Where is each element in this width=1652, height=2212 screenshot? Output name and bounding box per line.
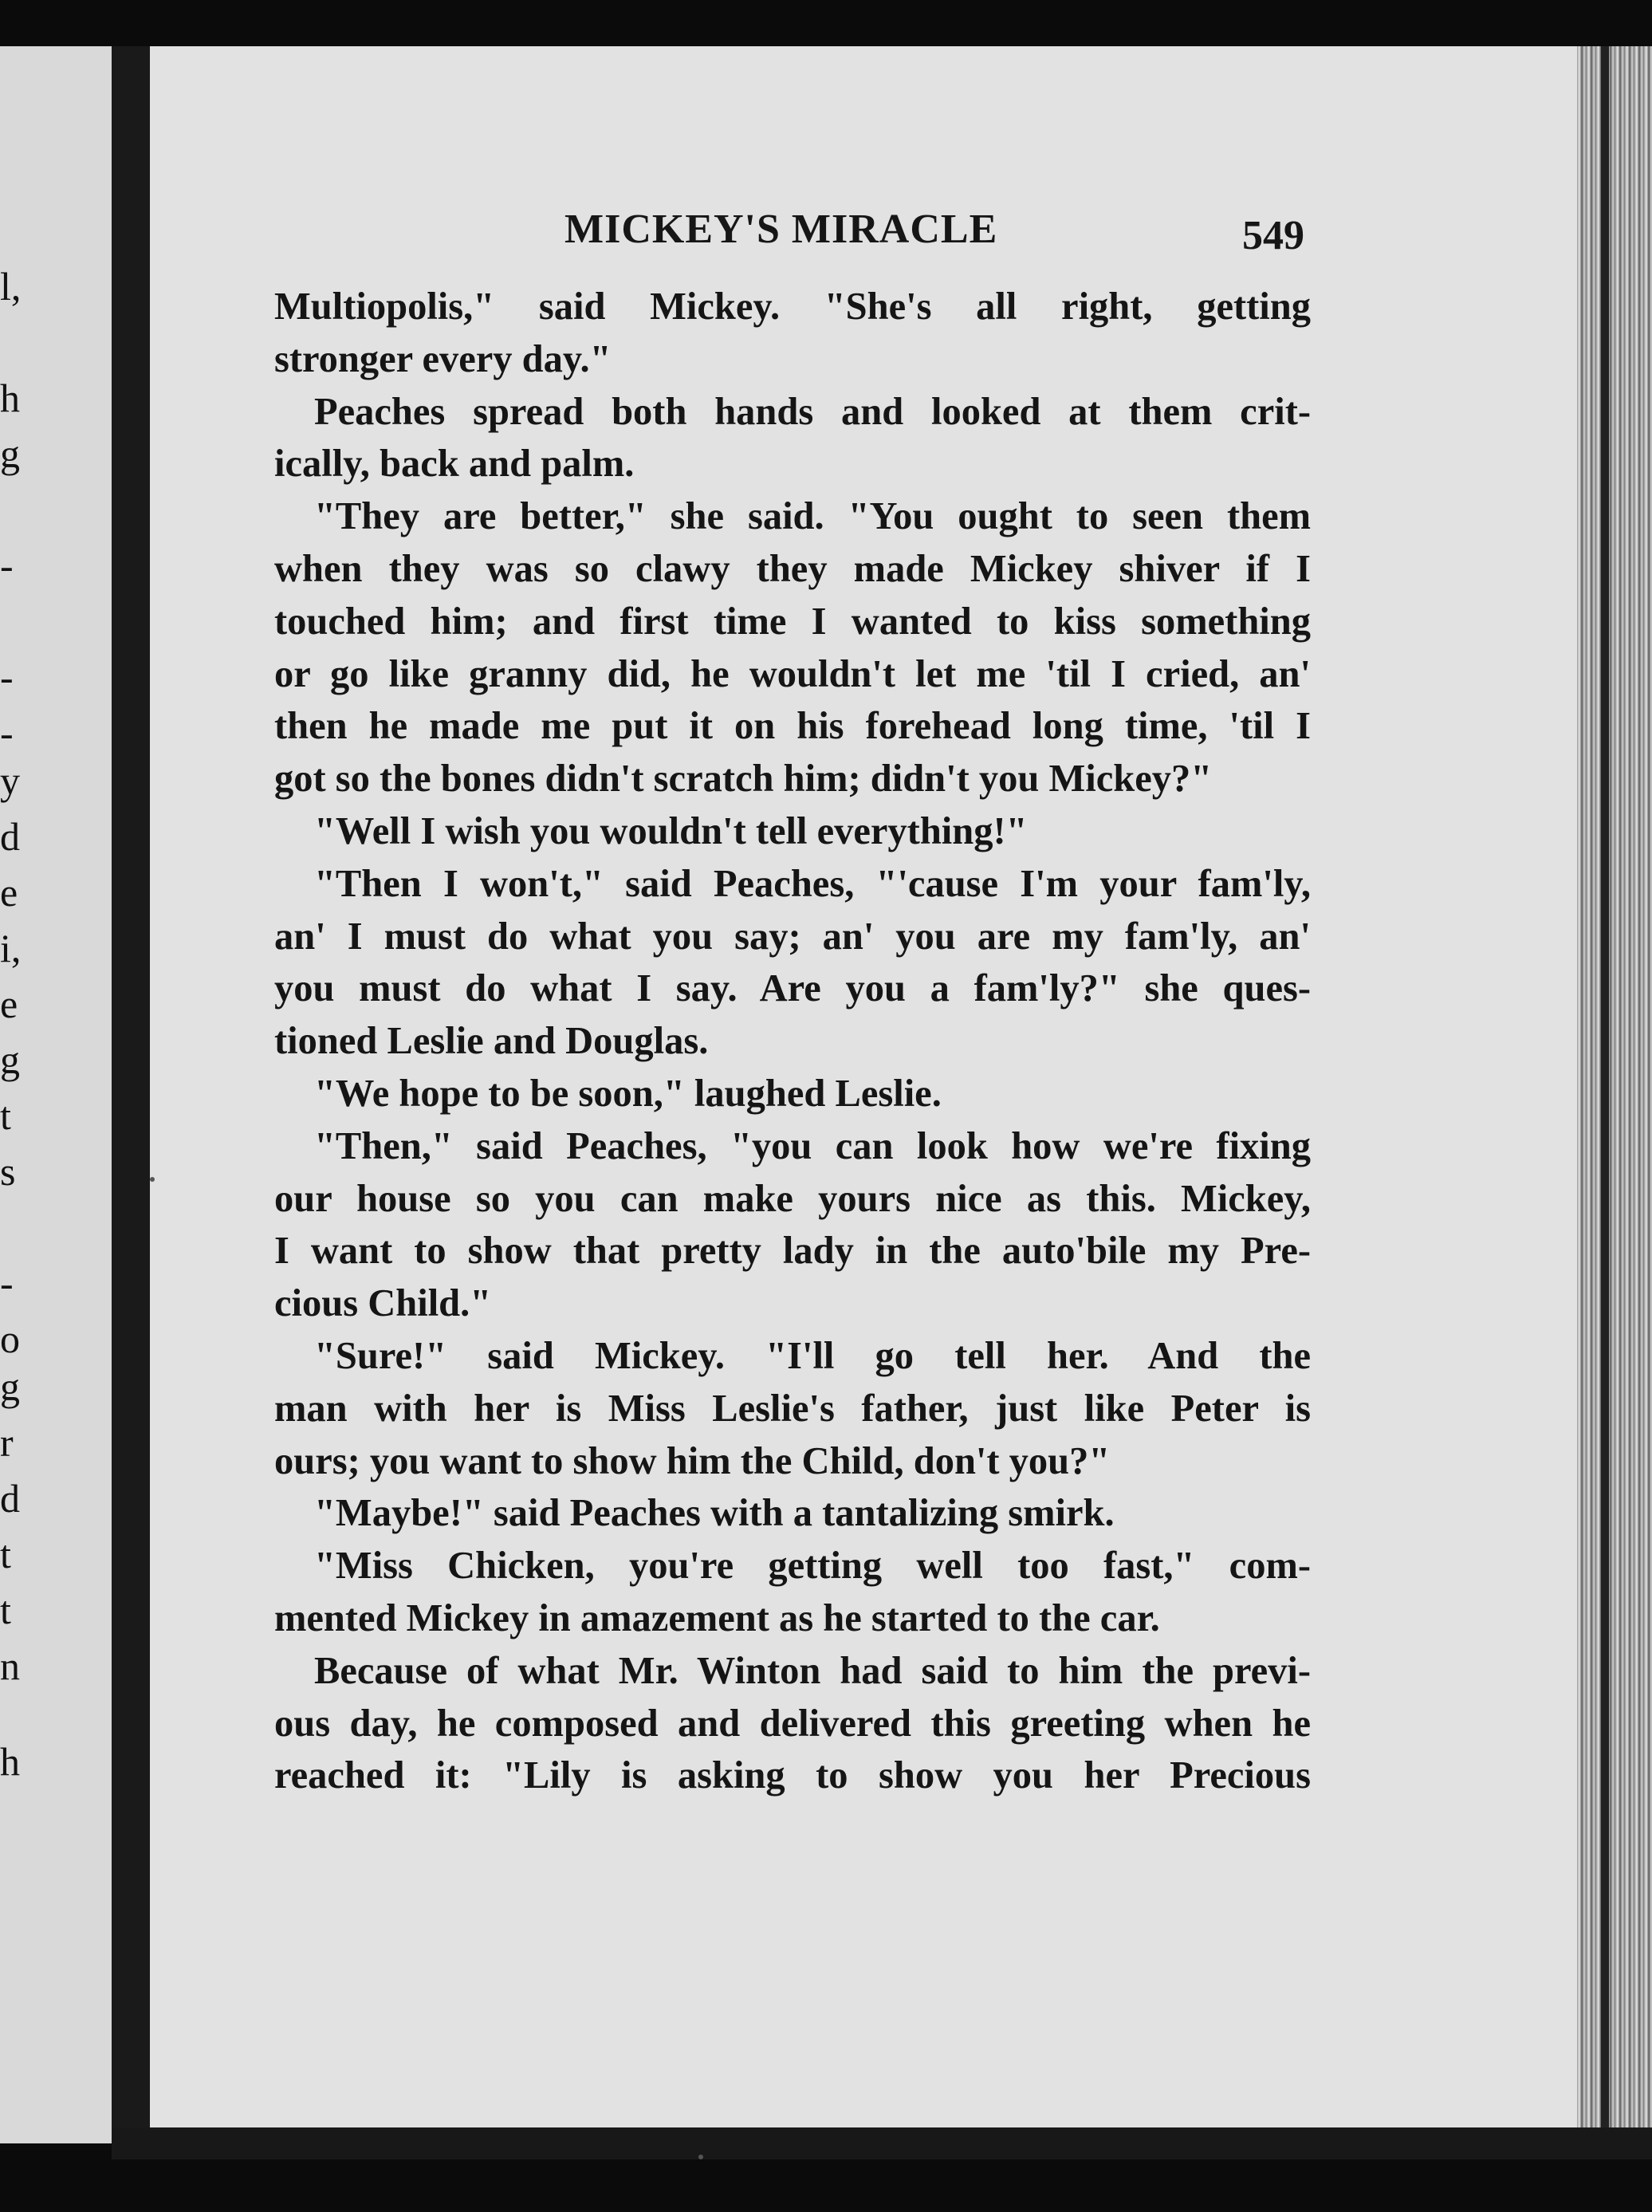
previous-page-letter: - xyxy=(0,655,14,699)
previous-page-letter: y xyxy=(0,758,20,803)
previous-page-letter: - xyxy=(0,710,14,755)
previous-page-letter: g xyxy=(0,431,20,476)
previous-page-letter: d xyxy=(0,814,20,859)
text-line: or go like granny did, he wouldn't let me 'til I cried, an' xyxy=(274,652,1311,695)
text-line: I want to show that pretty lady in the auto'bile my Pre- xyxy=(274,1230,1311,1273)
text-line: tioned Leslie and Douglas. xyxy=(274,1020,709,1063)
text-line: "Miss Chicken, you're getting well too fast," com- xyxy=(314,1545,1311,1588)
previous-page-letter: l, xyxy=(0,264,22,309)
text-line: "Sure!" said Mickey. "I'll go tell her. And the xyxy=(314,1334,1311,1377)
text-line: reached it: "Lily is asking to show you her Precious xyxy=(274,1754,1311,1797)
text-line: our house so you can make yours nice as this. Mickey, xyxy=(274,1177,1311,1220)
text-line: "Well I wish you wouldn't tell everything!" xyxy=(314,809,1028,852)
previous-page-letter: g xyxy=(0,1037,20,1082)
text-line: an' I must do what you say; an' you are my fam'ly, an' xyxy=(274,915,1311,958)
previous-page-letter: t xyxy=(0,1588,11,1632)
running-title: MICKEY'S MIRACLE xyxy=(564,207,998,252)
page-header xyxy=(150,206,1577,270)
previous-page-letter: e xyxy=(0,870,18,915)
text-line: ours; you want to show him the Child, don't you?" xyxy=(274,1439,1111,1482)
text-line: ically, back and palm. xyxy=(274,443,635,486)
text-line: got so the bones didn't scratch him; didn't you Mickey?" xyxy=(274,758,1213,801)
previous-page-letter: r xyxy=(0,1420,14,1465)
previous-page-letter: d xyxy=(0,1476,20,1521)
text-line: Peaches spread both hands and looked at them crit- xyxy=(314,390,1311,433)
previous-page-letter: t xyxy=(0,1093,11,1138)
previous-page-letter: h xyxy=(0,1739,20,1784)
text-line: cious Child." xyxy=(274,1282,492,1325)
text-line: "We hope to be soon," laughed Leslie. xyxy=(314,1072,942,1115)
text-line: when they was so clawy they made Mickey shiver if I xyxy=(274,547,1311,590)
text-line: stronger every day." xyxy=(274,337,612,380)
text-line: "Then I won't," said Peaches, "'cause I'm your fam'ly, xyxy=(314,862,1311,905)
previous-page-letter: g xyxy=(0,1364,20,1409)
previous-page-letter: h xyxy=(0,376,20,420)
scan-speck xyxy=(698,2155,703,2159)
text-line: ous day, he composed and delivered this greeting when he xyxy=(274,1702,1311,1745)
text-line: Multiopolis," said Mickey. "She's all right, getting xyxy=(274,285,1311,328)
text-line: "Then," said Peaches, "you can look how we're fixing xyxy=(314,1124,1311,1167)
previous-page-edge xyxy=(0,46,112,2143)
previous-page-letter: - xyxy=(0,1261,14,1305)
book-right-edge xyxy=(1577,46,1652,2143)
text-line: "They are better," she said. "You ought to seen them xyxy=(314,495,1311,538)
previous-page-letter: o xyxy=(0,1317,20,1361)
book-bottom-edge xyxy=(112,2127,1652,2159)
previous-page-letter: n xyxy=(0,1643,20,1688)
body-text xyxy=(274,281,1311,1802)
text-line: then he made me put it on his forehead long time, 'til I xyxy=(274,705,1311,748)
previous-page-letter: i, xyxy=(0,926,22,970)
previous-page-letter: e xyxy=(0,982,18,1026)
text-line: mented Mickey in amazement as he started to the car. xyxy=(274,1596,1160,1639)
page-number: 549 xyxy=(1242,213,1304,258)
book-gutter xyxy=(112,46,150,2127)
scan-speck xyxy=(150,1177,155,1182)
previous-page-letter: s xyxy=(0,1149,16,1194)
text-line: man with her is Miss Leslie's father, just like Peter is xyxy=(274,1387,1311,1430)
text-line: "Maybe!" said Peaches with a tantalizing smirk. xyxy=(314,1492,1115,1535)
text-line: Because of what Mr. Winton had said to him the previ- xyxy=(314,1649,1311,1692)
text-line: touched him; and first time I wanted to kiss something xyxy=(274,600,1311,643)
text-line: you must do what I say. Are you a fam'ly?" she ques- xyxy=(274,967,1311,1010)
previous-page-letter: - xyxy=(0,543,14,588)
previous-page-letter: t xyxy=(0,1532,11,1576)
